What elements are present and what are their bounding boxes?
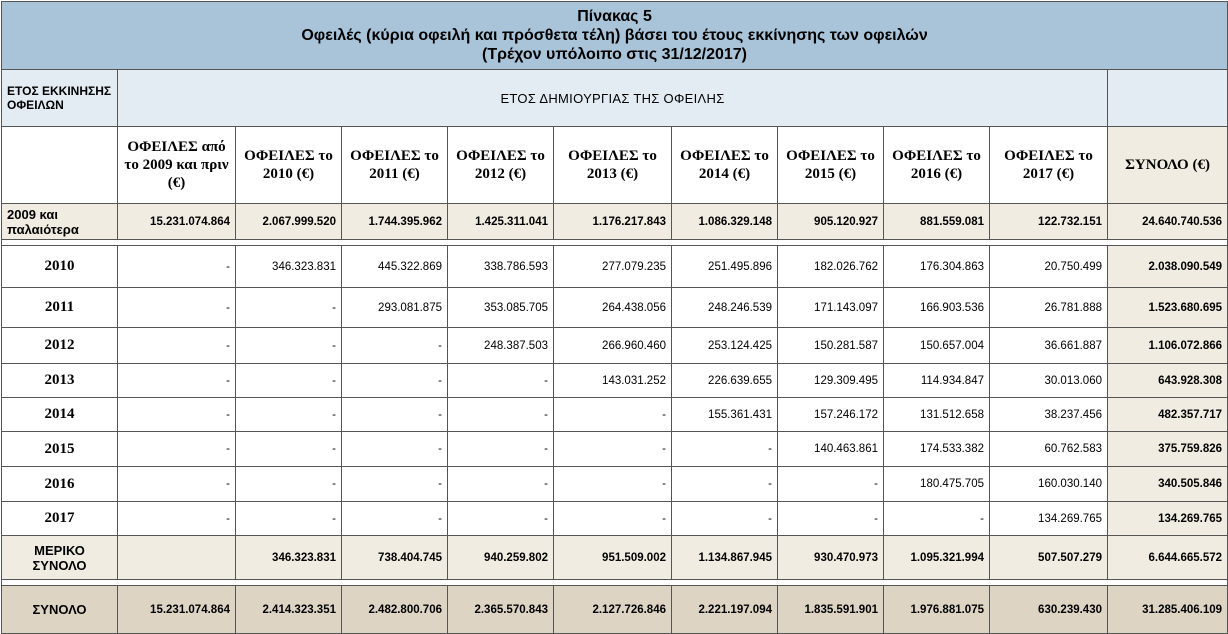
row-total-value: 375.759.826 xyxy=(1108,432,1228,467)
row-label: 2014 xyxy=(2,398,118,432)
column-header: ΟΦΕΙΛΕΣ το 2013 (€) xyxy=(554,127,672,204)
cell-value: 143.031.252 xyxy=(554,364,672,398)
cell-value: 1.176.217.843 xyxy=(554,204,672,240)
debts-by-start-year-table xyxy=(1,1,1228,634)
table-caption: Οφειλές (κύρια οφειλή και πρόσθετα τέλη) βάσει του έτους εκκίνησης των οφειλών xyxy=(301,27,928,44)
cell-value: 15.231.074.864 xyxy=(118,204,236,240)
row-total-value: 1.523.680.695 xyxy=(1108,288,1228,328)
cell-value: - xyxy=(342,432,448,467)
cell-value: - xyxy=(236,364,342,398)
cell-value: 122.732.151 xyxy=(990,204,1108,240)
cell-value: 114.934.847 xyxy=(884,364,990,398)
cell-value: - xyxy=(118,398,236,432)
cell-value: 160.030.140 xyxy=(990,467,1108,502)
cell-value: - xyxy=(554,467,672,502)
row-label: 2013 xyxy=(2,364,118,398)
cell-value: - xyxy=(448,398,554,432)
cell-value: - xyxy=(672,502,778,536)
band-header-row xyxy=(2,70,1228,127)
cell-value: 507.507.279 xyxy=(990,536,1108,580)
table-row xyxy=(2,467,1228,502)
row-label: 2011 xyxy=(2,288,118,328)
cell-value: - xyxy=(118,467,236,502)
cell-value: - xyxy=(554,502,672,536)
table-date-note: (Τρέχον υπόλοιπο στις 31/12/2017) xyxy=(482,46,747,63)
table-row-2009-and-earlier xyxy=(2,204,1228,240)
cell-value: 338.786.593 xyxy=(448,246,554,288)
cell-value: 26.781.888 xyxy=(990,288,1108,328)
debt-table-container xyxy=(1,1,1227,632)
cell-value: 134.269.765 xyxy=(990,502,1108,536)
row-total-value: 31.285.406.109 xyxy=(1108,586,1228,634)
row-label: 2015 xyxy=(2,432,118,467)
cell-value: 277.079.235 xyxy=(554,246,672,288)
table-row xyxy=(2,432,1228,467)
cell-value: 738.404.745 xyxy=(342,536,448,580)
cell-value: - xyxy=(236,502,342,536)
cell-value: 2.067.999.520 xyxy=(236,204,342,240)
cell-value: 20.750.499 xyxy=(990,246,1108,288)
cell-value: - xyxy=(884,502,990,536)
cell-value: 38.237.456 xyxy=(990,398,1108,432)
cell-value: - xyxy=(448,502,554,536)
row-total-value: 643.928.308 xyxy=(1108,364,1228,398)
cell-value: 2.482.800.706 xyxy=(342,586,448,634)
cell-value: 131.512.658 xyxy=(884,398,990,432)
cell-value: 346.323.831 xyxy=(236,246,342,288)
cell-value: 1.744.395.962 xyxy=(342,204,448,240)
cell-value: 1.835.591.901 xyxy=(778,586,884,634)
cell-value: - xyxy=(342,467,448,502)
row-total-value: 482.357.717 xyxy=(1108,398,1228,432)
cell-value: 60.762.583 xyxy=(990,432,1108,467)
cell-value: 251.495.896 xyxy=(672,246,778,288)
cell-value: 881.559.081 xyxy=(884,204,990,240)
cell-value: 445.322.869 xyxy=(342,246,448,288)
cell-value: - xyxy=(448,467,554,502)
table-number: Πίνακας 5 xyxy=(577,8,652,25)
cell-value: - xyxy=(448,432,554,467)
cell-value: 30.013.060 xyxy=(990,364,1108,398)
cell-value: - xyxy=(778,502,884,536)
cell-value: 174.533.382 xyxy=(884,432,990,467)
cell-value: - xyxy=(342,364,448,398)
cell-value: - xyxy=(672,467,778,502)
cell-value: 150.657.004 xyxy=(884,328,990,364)
cell-value: 36.661.887 xyxy=(990,328,1108,364)
cell-value: 930.470.973 xyxy=(778,536,884,580)
column-header: ΟΦΕΙΛΕΣ το 2017 (€) xyxy=(990,127,1108,204)
cell-value: - xyxy=(236,467,342,502)
cell-value: 1.086.329.148 xyxy=(672,204,778,240)
table-row xyxy=(2,398,1228,432)
cell-value: 253.124.425 xyxy=(672,328,778,364)
corner-blank-cell xyxy=(2,127,118,204)
creation-year-header: ΕΤΟΣ ΔΗΜΙΟΥΡΓΙΑΣ ΤΗΣ ΟΦΕΙΛΗΣ xyxy=(118,70,1108,127)
cell-value: 176.304.863 xyxy=(884,246,990,288)
cell-value: 2.414.323.351 xyxy=(236,586,342,634)
cell-value: - xyxy=(118,288,236,328)
row-total-value: 1.106.072.866 xyxy=(1108,328,1228,364)
cell-value: - xyxy=(778,467,884,502)
cell-value: 266.960.460 xyxy=(554,328,672,364)
cell-value: 905.120.927 xyxy=(778,204,884,240)
cell-value: 264.438.056 xyxy=(554,288,672,328)
cell-value: - xyxy=(342,398,448,432)
table-row xyxy=(2,288,1228,328)
table-row xyxy=(2,328,1228,364)
cell-value: 157.246.172 xyxy=(778,398,884,432)
row-label: 2012 xyxy=(2,328,118,364)
column-header: ΟΦΕΙΛΕΣ το 2016 (€) xyxy=(884,127,990,204)
table-row xyxy=(2,502,1228,536)
cell-value: 248.246.539 xyxy=(672,288,778,328)
cell-value: 180.475.705 xyxy=(884,467,990,502)
cell-value: - xyxy=(118,246,236,288)
table-row xyxy=(2,246,1228,288)
table-title xyxy=(2,2,1228,70)
column-header: ΟΦΕΙΛΕΣ το 2014 (€) xyxy=(672,127,778,204)
cell-value: 1.134.867.945 xyxy=(672,536,778,580)
cell-value: 248.387.503 xyxy=(448,328,554,364)
cell-value: 2.365.570.843 xyxy=(448,586,554,634)
cell-value: 2.221.197.094 xyxy=(672,586,778,634)
cell-value: - xyxy=(448,364,554,398)
cell-value: 293.081.875 xyxy=(342,288,448,328)
cell-value: - xyxy=(118,502,236,536)
cell-value: - xyxy=(554,432,672,467)
column-header: ΟΦΕΙΛΕΣ το 2010 (€) xyxy=(236,127,342,204)
row-total-value: 24.640.740.536 xyxy=(1108,204,1228,240)
cell-value: 129.309.495 xyxy=(778,364,884,398)
cell-value: - xyxy=(342,328,448,364)
cell-value: 1.976.881.075 xyxy=(884,586,990,634)
cell-value: 346.323.831 xyxy=(236,536,342,580)
row-total-value: 6.644.665.572 xyxy=(1108,536,1228,580)
title-row xyxy=(2,2,1228,70)
cell-value: - xyxy=(118,364,236,398)
cell-value: 353.085.705 xyxy=(448,288,554,328)
column-header: ΟΦΕΙΛΕΣ το 2015 (€) xyxy=(778,127,884,204)
row-total-value: 340.505.846 xyxy=(1108,467,1228,502)
row-total-value: 2.038.090.549 xyxy=(1108,246,1228,288)
row-label: ΣΥΝΟΛΟ xyxy=(2,586,118,634)
table-row xyxy=(2,364,1228,398)
band-blank-cell xyxy=(1108,70,1228,127)
cell-value: 15.231.074.864 xyxy=(118,586,236,634)
cell-value: 1.095.321.994 xyxy=(884,536,990,580)
cell-value: 150.281.587 xyxy=(778,328,884,364)
cell-value: 155.361.431 xyxy=(672,398,778,432)
column-header: ΟΦΕΙΛΕΣ το 2012 (€) xyxy=(448,127,554,204)
cell-value xyxy=(118,536,236,580)
cell-value: 140.463.861 xyxy=(778,432,884,467)
subtotal-row xyxy=(2,536,1228,580)
cell-value: 630.239.430 xyxy=(990,586,1108,634)
cell-value: - xyxy=(236,398,342,432)
row-label: 2010 xyxy=(2,246,118,288)
cell-value: 166.903.536 xyxy=(884,288,990,328)
column-header: ΟΦΕΙΛΕΣ από το 2009 και πριν (€) xyxy=(118,127,236,204)
cell-value: 171.143.097 xyxy=(778,288,884,328)
start-year-header: ΕΤΟΣ ΕΚΚΙΝΗΣΗΣ ΟΦΕΙΛΩΝ xyxy=(2,70,118,127)
table-body xyxy=(2,204,1228,634)
column-header-total: ΣΥΝΟΛΟ (€) xyxy=(1108,127,1228,204)
row-total-value: 134.269.765 xyxy=(1108,502,1228,536)
cell-value: - xyxy=(236,288,342,328)
column-header: ΟΦΕΙΛΕΣ το 2011 (€) xyxy=(342,127,448,204)
cell-value: 951.509.002 xyxy=(554,536,672,580)
total-row xyxy=(2,586,1228,634)
column-header-row xyxy=(2,127,1228,204)
row-label: ΜΕΡΙΚΟ ΣΥΝΟΛΟ xyxy=(2,536,118,580)
cell-value: - xyxy=(118,328,236,364)
cell-value: 1.425.311.041 xyxy=(448,204,554,240)
cell-value: - xyxy=(554,398,672,432)
row-label: 2016 xyxy=(2,467,118,502)
cell-value: 940.259.802 xyxy=(448,536,554,580)
cell-value: 182.026.762 xyxy=(778,246,884,288)
cell-value: - xyxy=(342,502,448,536)
cell-value: - xyxy=(236,328,342,364)
cell-value: 226.639.655 xyxy=(672,364,778,398)
cell-value: - xyxy=(672,432,778,467)
row-label: 2009 και παλαιότερα xyxy=(2,204,118,240)
cell-value: - xyxy=(236,432,342,467)
cell-value: 2.127.726.846 xyxy=(554,586,672,634)
cell-value: - xyxy=(118,432,236,467)
row-label: 2017 xyxy=(2,502,118,536)
